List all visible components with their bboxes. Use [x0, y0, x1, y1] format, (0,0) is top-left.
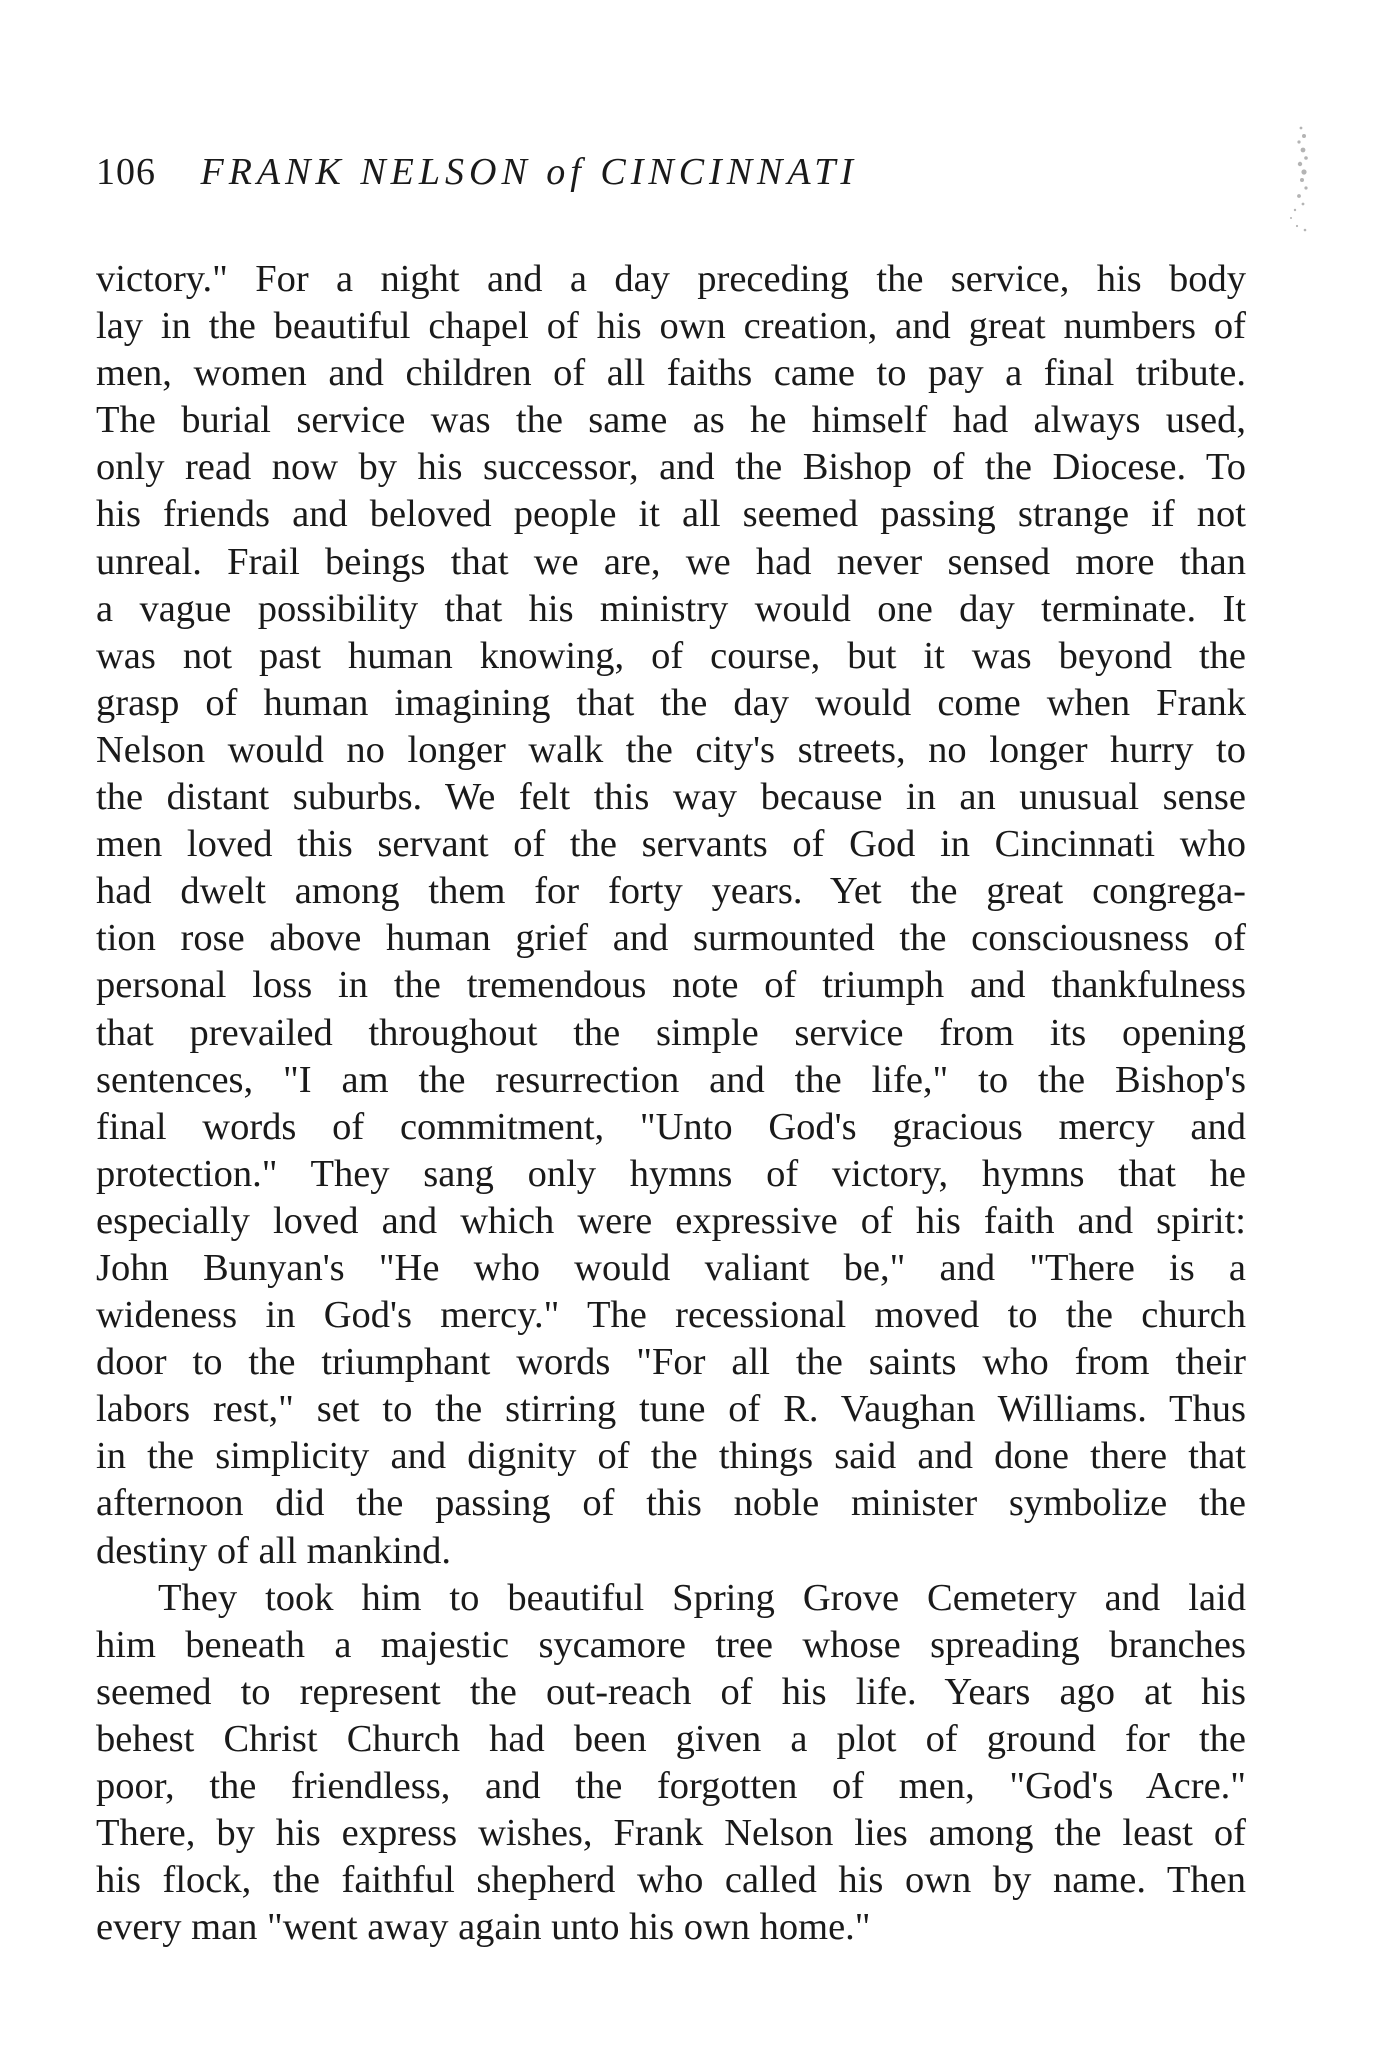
text-line: final words of commitment, "Unto God's gracious mercy and — [96, 1105, 1246, 1148]
text-line: door to the triumphant words "For all the saints who from their — [96, 1341, 1246, 1384]
text-line: was not past human knowing, of course, but it was beyond the — [96, 634, 1246, 677]
text-line: men loved this servant of the servants of God in Cincinnati who — [96, 823, 1246, 866]
paragraph-1 — [96, 256, 1246, 1575]
text-line: tion rose above human grief and surmounted the consciousness of — [96, 917, 1246, 960]
text-line: The burial service was the same as he himself had always used, — [96, 399, 1246, 442]
text-line: his flock, the faithful shepherd who called his own by name. Then — [96, 1859, 1246, 1902]
text-line: in the simplicity and dignity of the things said and done there that — [96, 1435, 1246, 1478]
text-line: They took him to beautiful Spring Grove Cemetery and laid — [158, 1576, 1246, 1619]
text-line: Nelson would no longer walk the city's streets, no longer hurry to — [96, 728, 1246, 771]
text-line: a vague possibility that his ministry would one day terminate. It — [96, 587, 1246, 630]
paragraph-2 — [96, 1575, 1246, 1952]
text-line: unreal. Frail beings that we are, we had never sensed more than — [96, 540, 1246, 583]
text-line: that prevailed throughout the simple service from its opening — [96, 1011, 1246, 1054]
running-head — [96, 150, 858, 194]
text-line: victory." For a night and a day preceding the service, his body — [96, 258, 1246, 300]
text-line: behest Christ Church had been given a plot of ground for the — [96, 1717, 1246, 1760]
text-line: protection." They sang only hymns of victory, hymns that he — [96, 1152, 1246, 1195]
text-line: lay in the beautiful chapel of his own creation, and great numbers of — [96, 305, 1246, 348]
running-title: FRANK NELSON of CINCINNATI — [200, 151, 858, 193]
text-line: There, by his express wishes, Frank Nelson lies among the least of — [96, 1812, 1246, 1855]
text-line: him beneath a majestic sycamore tree whose spreading branches — [96, 1623, 1246, 1666]
text-line: sentences, "I am the resurrection and the life," to the Bishop's — [96, 1058, 1246, 1101]
text-line: wideness in God's mercy." The recessional moved to the church — [96, 1294, 1246, 1337]
text-line: every man "went away again unto his own home." — [96, 1906, 871, 1949]
text-line: destiny of all mankind. — [96, 1529, 451, 1572]
text-line: poor, the friendless, and the forgotten of men, "God's Acre." — [96, 1765, 1246, 1807]
text-line: had dwelt among them for forty years. Yet the great congrega- — [96, 870, 1246, 913]
text-line: especially loved and which were expressive of his faith and spirit: — [96, 1199, 1246, 1242]
text-line: men, women and children of all faiths came to pay a final tribute. — [96, 352, 1246, 395]
body-text — [96, 256, 1246, 1951]
page-edge-smudge — [1281, 118, 1315, 244]
text-line: grasp of human imagining that the day would come when Frank — [96, 681, 1246, 724]
text-line: only read now by his successor, and the Bishop of the Diocese. To — [96, 446, 1246, 489]
text-line: the distant suburbs. We felt this way because in an unusual sense — [96, 776, 1246, 819]
page-number: 106 — [96, 151, 156, 193]
text-line: John Bunyan's "He who would valiant be," and "There is a — [96, 1246, 1246, 1289]
text-line: labors rest," set to the stirring tune of R. Vaughan Williams. Thus — [96, 1388, 1246, 1431]
text-line: afternoon did the passing of this noble minister symbolize the — [96, 1482, 1246, 1525]
text-line: seemed to represent the out-reach of his life. Years ago at his — [96, 1670, 1246, 1713]
text-line: his friends and beloved people it all seemed passing strange if not — [96, 493, 1246, 536]
text-line: personal loss in the tremendous note of triumph and thankfulness — [96, 964, 1246, 1007]
